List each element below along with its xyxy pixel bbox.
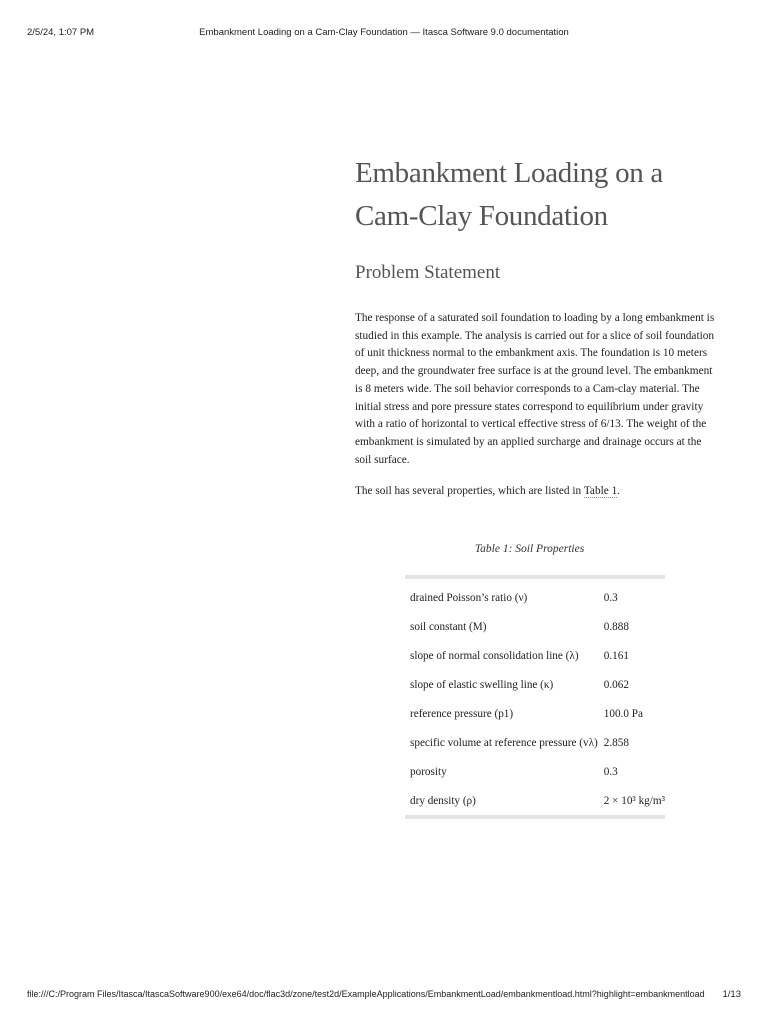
property-label: slope of normal consolidation line (λ) <box>410 649 579 662</box>
table-row <box>405 577 665 612</box>
soil-properties-table <box>405 575 665 819</box>
property-value: 2.858 <box>603 736 629 749</box>
property-value: 0.161 <box>603 649 629 662</box>
print-doc-title: Embankment Loading on a Cam-Clay Foundation — Itasca Software 9.0 documentation <box>199 27 569 38</box>
property-label: slope of elastic swelling line (κ) <box>410 678 554 691</box>
property-value: 0.888 <box>603 620 629 633</box>
table-row <box>405 728 665 757</box>
table-row <box>405 757 665 786</box>
paragraph-problem-statement: The response of a saturated soil foundation to loading by a long embankment is studied in this example. The analysis is carried out for a slice of soil foundation of unit thickness normal to the embankment axis. The foundation is 10 meters deep, and the groundwater free surface is at the ground level. The embankment is 8 meters wide. The soil behavior corresponds to a Cam-clay material. The initial stress and pore pressure states correspond to equilibrium under gravity with a ratio of horizontal to vertical effective stress of 6/13. The weight of the embankment is simulated by an applied surcharge and drainage occurs at the soil surface. <box>355 312 715 466</box>
property-label: drained Poisson’s ratio (ν) <box>410 591 528 604</box>
property-value: 0.3 <box>603 765 618 778</box>
table-row <box>405 641 665 670</box>
property-value: 2 × 10³ kg/m³ <box>603 794 665 807</box>
property-value: 0.3 <box>603 591 618 604</box>
page-title: Embankment Loading on a Cam-Clay Foundation <box>355 157 663 232</box>
table-caption: Table 1: Soil Properties <box>474 543 585 555</box>
print-page-indicator: 1/13 <box>722 989 741 1000</box>
section-heading: Problem Statement <box>355 262 501 283</box>
paragraph-text: The soil has several properties, which are listed in <box>355 485 584 498</box>
print-file-path: file:///C:/Program Files/Itasca/ItascaSoftware900/exe64/doc/flac3d/zone/test2d/ExampleApplications/EmbankmentLoad/embankmentload.html?highlight=embankmentload <box>27 989 705 999</box>
paragraph-end: . <box>617 485 621 498</box>
main-content <box>355 152 715 501</box>
print-datetime: 2/5/24, 1:07 PM <box>27 27 95 38</box>
property-value: 100.0 Pa <box>603 707 643 720</box>
paragraph-table-reference <box>355 483 715 501</box>
property-label: porosity <box>410 765 447 778</box>
property-label: specific volume at reference pressure (vλ) <box>410 736 598 749</box>
property-label: soil constant (M) <box>410 620 487 633</box>
table-row <box>405 612 665 641</box>
property-label: dry density (ρ) <box>410 794 476 807</box>
table-row <box>405 786 665 817</box>
table-row <box>405 670 665 699</box>
property-value: 0.062 <box>603 678 629 691</box>
table-1-link[interactable]: Table 1 <box>583 485 618 498</box>
table-row <box>405 699 665 728</box>
property-label: reference pressure (p1) <box>410 707 514 720</box>
